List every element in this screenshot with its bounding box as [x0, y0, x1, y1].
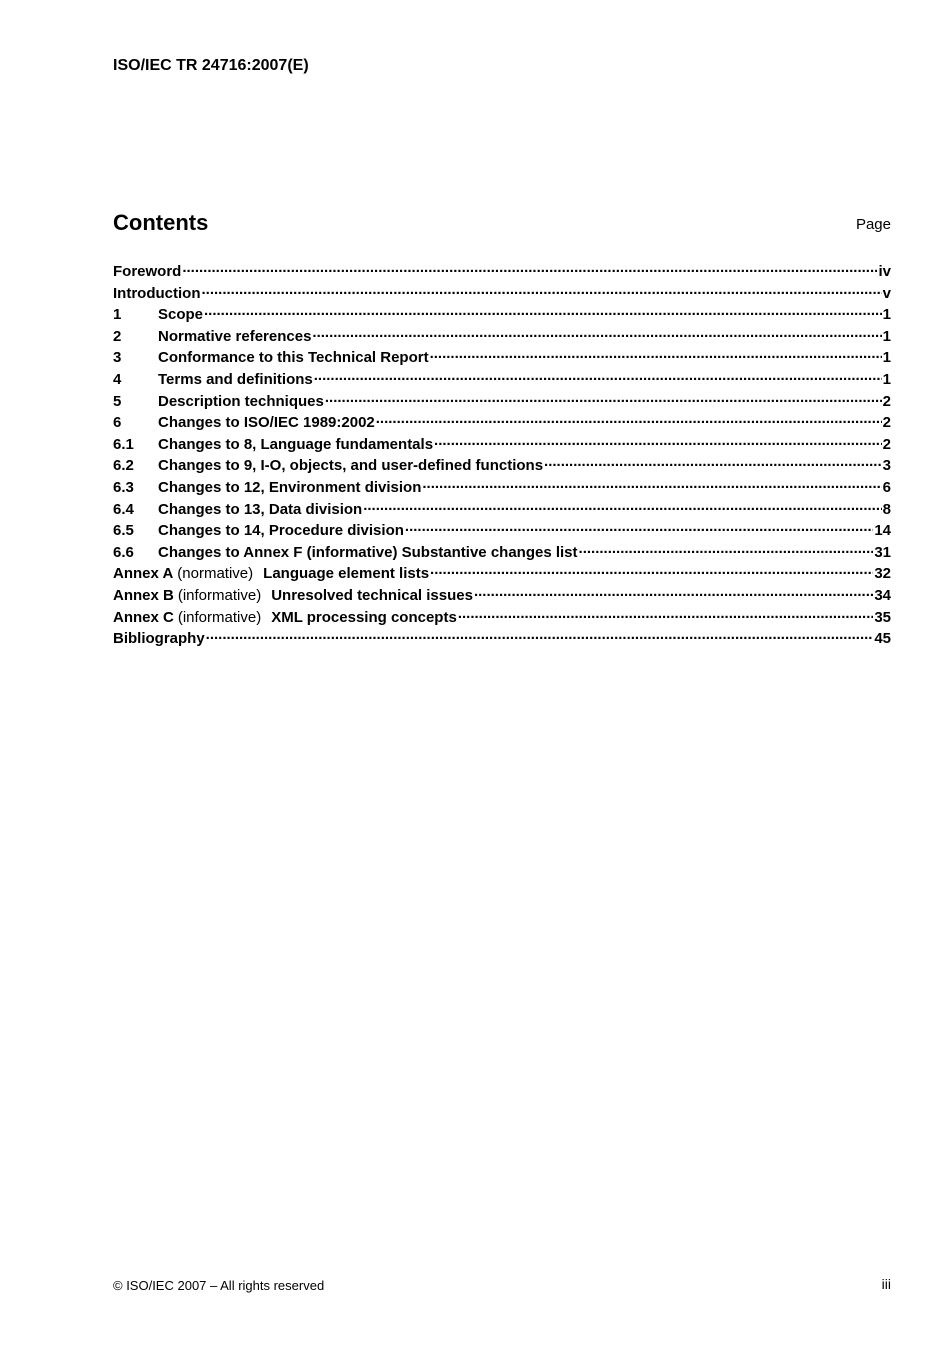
- toc-entry-number: 6.4: [113, 500, 134, 518]
- dot-leader: [182, 261, 877, 276]
- toc-entry-number: 3: [113, 349, 122, 367]
- toc-entry-description-techniques[interactable]: [113, 391, 891, 413]
- toc-entry-title: Description techniques: [158, 392, 324, 410]
- dot-leader: [405, 520, 873, 535]
- toc-entry-page: 35: [874, 608, 891, 626]
- toc-entry-6-2[interactable]: [113, 455, 891, 477]
- toc-entry-page: v: [882, 284, 891, 302]
- dot-leader: [325, 391, 882, 406]
- toc-entry-6-6[interactable]: [113, 542, 891, 564]
- toc-entry-title: Changes to 9, I-O, objects, and user-defined functions: [158, 457, 544, 475]
- page-column-label: Page: [855, 216, 891, 233]
- dot-leader: [544, 455, 882, 470]
- toc-entry-page: 8: [882, 500, 891, 518]
- toc-entry-page: 31: [874, 543, 891, 561]
- toc-entry-page: 1: [882, 306, 891, 324]
- annex-type: (informative): [177, 608, 262, 626]
- toc-entry-title: Foreword: [113, 263, 182, 280]
- toc-entry-title: Conformance to this Technical Report: [158, 349, 429, 367]
- dot-leader: [314, 369, 882, 384]
- toc-entry-title: Changes to 8, Language fundamentals: [158, 435, 434, 453]
- toc-entry-terms-definitions[interactable]: [113, 369, 891, 391]
- dot-leader: [434, 434, 882, 449]
- toc-entry-introduction[interactable]: [113, 283, 891, 305]
- toc-entry-number: 6.3: [113, 478, 134, 496]
- toc-entry-annex-a[interactable]: [113, 563, 891, 585]
- toc-entry-page: 6: [882, 478, 891, 496]
- toc-entry-title: Changes to 13, Data division: [158, 500, 363, 518]
- toc-entry-page: 2: [882, 392, 891, 410]
- dot-leader: [312, 326, 881, 341]
- toc-entry-title: Unresolved technical issues: [271, 586, 473, 604]
- copyright-notice: © ISO/IEC 2007 – All rights reserved: [113, 1278, 325, 1293]
- toc-entry-foreword[interactable]: [113, 261, 891, 283]
- toc-entry-page: iv: [878, 263, 891, 280]
- table-of-contents: [113, 261, 891, 650]
- toc-entry-title: Changes to 12, Environment division: [158, 478, 422, 496]
- toc-entry-number: 6.2: [113, 457, 134, 475]
- toc-entry-number: 6.5: [113, 522, 134, 540]
- toc-entry-page: 2: [882, 435, 891, 453]
- toc-entry-title: Changes to ISO/IEC 1989:2002: [158, 414, 375, 432]
- toc-entry-number: 1: [113, 306, 122, 324]
- toc-entry-number: 6: [113, 414, 122, 432]
- toc-entry-title: Normative references: [158, 327, 312, 345]
- annex-label: Annex C: [113, 608, 174, 626]
- toc-entry-page: 14: [874, 522, 891, 540]
- toc-entry-6-5[interactable]: [113, 520, 891, 542]
- annex-label: Annex B: [113, 586, 174, 604]
- toc-entry-normative-references[interactable]: [113, 326, 891, 348]
- toc-entry-number: 4: [113, 370, 122, 388]
- dot-leader: [458, 607, 874, 622]
- dot-leader: [430, 563, 873, 578]
- dot-leader: [474, 585, 873, 600]
- toc-entry-page: 1: [882, 349, 891, 367]
- dot-leader: [579, 542, 874, 557]
- dot-leader: [363, 499, 881, 514]
- toc-entry-title: Introduction: [113, 284, 201, 302]
- dot-leader: [376, 412, 882, 427]
- toc-entry-title: Scope: [158, 306, 204, 324]
- toc-entry-page: 3: [882, 457, 891, 475]
- toc-entry-page: 1: [882, 370, 891, 388]
- page-number: iii: [881, 1276, 891, 1292]
- toc-entry-title: Language element lists: [263, 565, 430, 583]
- toc-entry-conformance[interactable]: [113, 347, 891, 369]
- toc-entry-annex-b[interactable]: [113, 585, 891, 607]
- toc-entry-page: 34: [874, 586, 891, 604]
- toc-entry-6-1[interactable]: [113, 434, 891, 456]
- toc-entry-number: 6.1: [113, 435, 134, 453]
- annex-type: (informative): [177, 586, 262, 604]
- document-identifier: ISO/IEC TR 24716:2007(E): [113, 57, 309, 74]
- toc-entry-number: 6.6: [113, 543, 134, 561]
- annex-type: (normative): [177, 565, 254, 583]
- toc-entry-title: Bibliography: [113, 630, 205, 648]
- dot-leader: [430, 347, 882, 362]
- toc-entry-6-3[interactable]: [113, 477, 891, 499]
- toc-entry-number: 5: [113, 392, 122, 410]
- toc-entry-title: Terms and definitions: [158, 370, 313, 388]
- toc-entry-changes-iso-iec[interactable]: [113, 412, 891, 434]
- toc-entry-page: 2: [882, 414, 891, 432]
- toc-entry-title: Changes to Annex F (informative) Substantive changes list: [158, 543, 578, 561]
- toc-entry-page: 32: [874, 565, 891, 583]
- dot-leader: [204, 304, 882, 319]
- toc-entry-page: 1: [882, 327, 891, 345]
- toc-entry-title: Changes to 14, Procedure division: [158, 522, 404, 540]
- toc-entry-scope[interactable]: [113, 304, 891, 326]
- toc-entry-annex-c[interactable]: [113, 607, 891, 629]
- annex-label: Annex A: [113, 565, 174, 583]
- toc-entry-page: 45: [874, 630, 891, 648]
- toc-entry-bibliography[interactable]: [113, 628, 891, 650]
- dot-leader: [201, 283, 881, 298]
- dot-leader: [422, 477, 881, 492]
- toc-entry-number: 2: [113, 327, 122, 345]
- dot-leader: [206, 628, 874, 643]
- toc-entry-6-4[interactable]: [113, 499, 891, 521]
- toc-entry-title: XML processing concepts: [271, 608, 457, 626]
- contents-heading: Contents: [113, 210, 209, 235]
